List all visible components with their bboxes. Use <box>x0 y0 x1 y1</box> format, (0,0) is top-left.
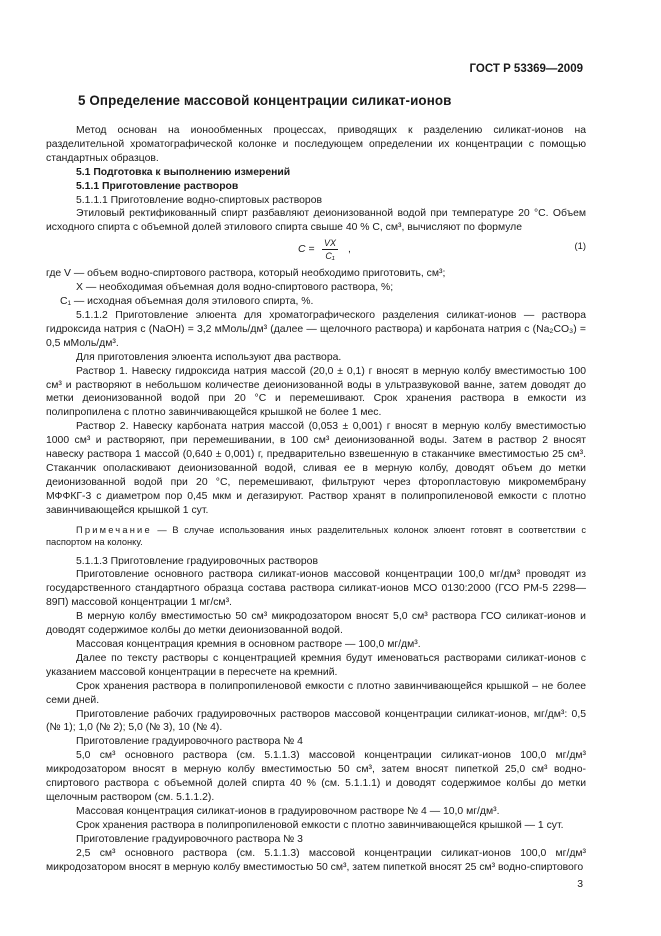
note <box>46 524 586 549</box>
paragraph-flask-50: В мерную колбу вместимостью 50 см³ микродозатором вносят 5,0 см³ раствора ГСО силикат-ионов и доводят содержимое колбы до метки деионизованной водой. <box>46 611 586 637</box>
where-c1: C₁ — исходная объемная доля этилового спирта, %. <box>60 296 314 308</box>
paragraph-storage: Срок хранения раствора в полипропиленовой емкости с плотно завинчивающейся крышкой – не более семи дней. <box>46 680 586 706</box>
paragraph-working: Приготовление рабочих градуировочных растворов массовой концентрации силикат-ионов, мг/дм³: 0,5 (№ 1); 1,0 (№ 2); 5,0 (№ 3), 10 (№ 4). <box>46 708 586 734</box>
page-number: 3 <box>577 879 583 890</box>
paragraph-solution-3: 2,5 см³ основного раствора (см. 5.1.1.3) массовой концентрации силикат-ионов 100,0 мг/дм³ микродозатором вносят в мерную колбу вместимостью 50 см³, затем пипеткой вносят 25 см³ водно-спиртового <box>46 847 586 873</box>
paragraph-solution-1: Раствор 1. Навеску гидроксида натрия массой (20,0 ± 0,1) г вносят в мерную колбу вместимостью 100 см³ и растворяют в небольшом количестве деионизованной воды в ультразвуковой ванне, затем доводят до метки деионизованной водой при 20 °C и перемешивают. Срок хранения раствора в емкости из полипропилена с плотно завинчивающейся крышкой не более 1 мес. <box>46 365 586 419</box>
paragraph-conc-4: Массовая концентрация силикат-ионов в градуировочном растворе № 4 — 10,0 мг/дм³. <box>76 805 500 817</box>
formula-numerator: VX <box>324 238 337 249</box>
section-title: 5 Определение массовой концентрации силикат-ионов <box>78 93 452 108</box>
paragraph-further: Далее по тексту растворы с концентрацией кремния будут именоваться растворами силикат-ионов с указанием массовой концентрации в пересчете на кремний. <box>46 652 586 678</box>
paragraph-ethanol: Этиловый ректификованный спирт разбавляют деионизованной водой при температуре 20 °C. Объем исходного спирта с объемной долей этилового спирта свыше 40 % C, см³, вычисляют по формуле <box>46 208 586 234</box>
formula-number: (1) <box>574 240 586 252</box>
formula-comma: , <box>348 244 351 256</box>
intro-paragraph: Метод основан на ионообменных процессах, приводящих к разделению силикат-ионов на разделительной хроматографической колонке и последующем определении их концентрации с помощью стандартных образцов. <box>46 125 586 164</box>
where-x: X — необходимая объемная доля водно-спиртового раствора, %; <box>76 282 394 294</box>
formula-denominator: C₁ <box>325 251 335 262</box>
document-body <box>46 124 586 874</box>
paragraph-mass-si: Массовая концентрация кремния в основном растворе — 100,0 мг/дм³. <box>76 639 421 650</box>
note-label: Примечание <box>76 524 152 535</box>
paragraph-prep-3: Приготовление градуировочного раствора № 3 <box>76 833 303 845</box>
where-v: где V — объем водно-спиртового раствора, который необходимо приготовить, см³; <box>46 268 446 280</box>
heading-5-1-1-3: 5.1.1.3 Приготовление градуировочных растворов <box>76 555 318 567</box>
paragraph-prep-4: Приготовление градуировочного раствора № 4 <box>76 736 303 748</box>
note-text: — В случае использования иных разделительных колонок элюент готовят в соответствии с паспортом на колонку. <box>46 524 586 548</box>
paragraph-solution-4: 5,0 см³ основного раствора (см. 5.1.1.3) массовой концентрации силикат-ионов 100,0 мг/дм³ микродозатором вносят в мерную колбу вместимостью 50 см³, затем вносят пипеткой 25,0 см³ водно-спиртового раствора с объемной долей спирта 40 % (см. 5.1.1.1) и доводят содержимое колбы до метки щелочным раствором (см. 5.1.1.2). <box>46 750 586 803</box>
formula-fraction <box>322 237 338 262</box>
paragraph-solution-2: Раствор 2. Навеску карбоната натрия массой (0,053 ± 0,001) г вносят в мерную колбу вместимостью 1000 см³ и растворяют, при перемешивании, в 100 см³ деионизованной воды. Затем в раствор 2 вносят навеску раствора 1 массой (0,640 ± 0,001) г, предварительно взвешенную в стаканчике вместимостью 25 см³. Стаканчик ополаскивают деионизованной водой, сливая ее в мерную колбу, доводят объем до метки деионизованной водой при 20 °C, перемешивают, фильтруют через фторопластовую микромембрану МФФКГ-3 с диаметром пор 0,45 мкм и дегазируют. Раствор хранят в полипропиленовой емкости с плотно завинчивающейся крышкой 1 сут. <box>46 421 586 516</box>
paragraph-store-4: Срок хранения раствора в полипропиленовой емкости с плотно завинчивающейся крышкой — 1 сут. <box>76 819 564 831</box>
heading-5-1: 5.1 Подготовка к выполнению измерений <box>76 166 291 178</box>
formula-1 <box>46 235 586 267</box>
paragraph-two-solutions: Для приготовления элюента используют два раствора. <box>76 351 342 363</box>
heading-5-1-1-1: 5.1.1.1 Приготовление водно-спиртовых растворов <box>76 194 323 206</box>
heading-5-1-1: 5.1.1 Приготовление растворов <box>76 180 239 192</box>
formula-lhs: C = <box>298 244 315 256</box>
paragraph-main-solution: Приготовление основного раствора силикат-ионов массовой концентрации 100,0 мг/дм³ проводят из государственного стандартного образца состава раствора силикат-ионов МСО 0130:2000 (ГСО РМ-5 2298—89П) массовой концентрации 1 мг/см³. <box>46 569 586 609</box>
paragraph-5-1-1-2: 5.1.1.2 Приготовление элюента для хроматографического разделения силикат-ионов — раствора гидроксида натрия c (NaOH) = 3,2 мМоль/дм³ (далее — щелочного раствора) и карбоната натрия c (Na₂CO₃) = 0,5 мМоль/дм³. <box>46 309 586 349</box>
document-header: ГОСТ Р 53369—2009 <box>469 63 583 75</box>
